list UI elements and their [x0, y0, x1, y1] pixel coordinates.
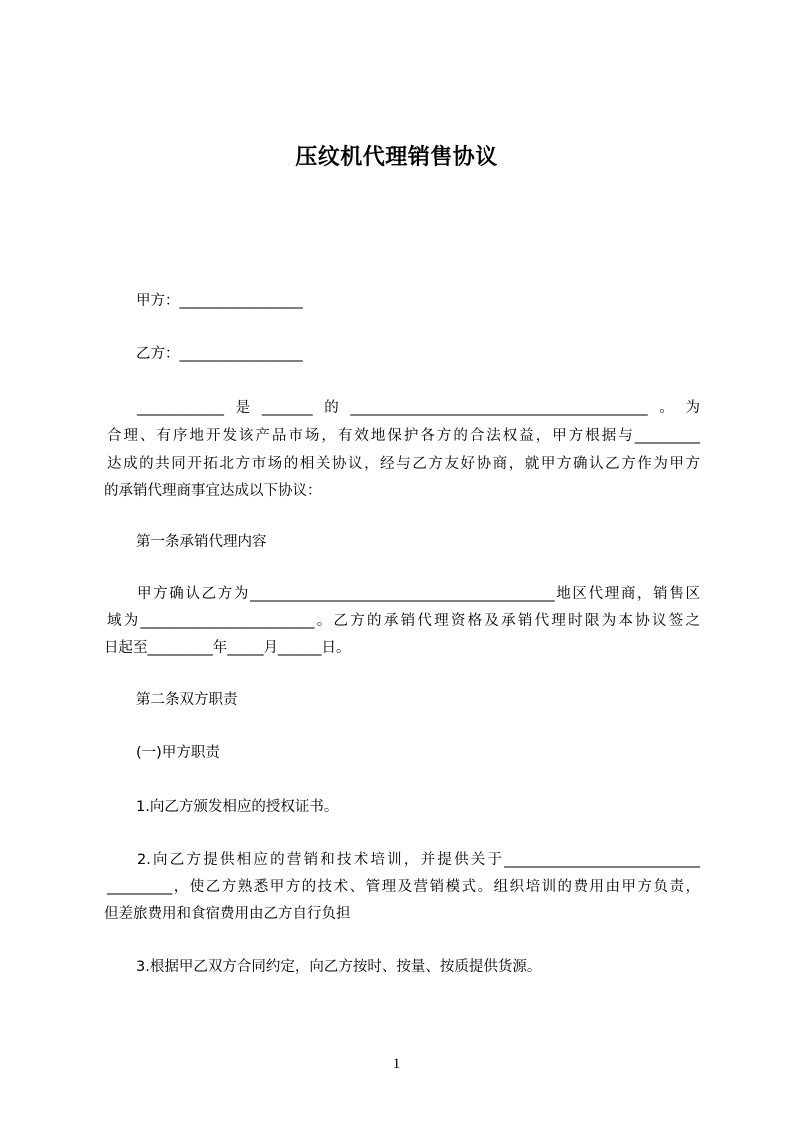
article-1-line-3: 日起至_________年_____月______日。: [104, 640, 351, 656]
intro-line-2: 合理、有序地开发该产品市场，有效地保护各方的合法权益，甲方根据与_________: [107, 428, 700, 444]
item-2-line-3: 但差旅费用和食宿费用由乙方自行负担: [104, 906, 351, 922]
item-2-line-2: _________，使乙方熟悉甲方的技术、管理及营销模式。组织培训的费用由甲方负责，: [107, 879, 700, 895]
article-1-line-2: 域为________________________。乙方的承销代理资格及承销代理时限为本协议签之: [107, 613, 700, 629]
intro-line-3: 达成的共同开拓北方市场的相关协议，经与乙方友好协商，就甲方确认乙方作为甲方: [107, 456, 700, 472]
intro-line-4: 的承销代理商事宜达成以下协议：: [104, 483, 322, 499]
document-title: 压纹机代理销售协议: [295, 145, 498, 170]
item-1: 1.向乙方颁发相应的授权证书。: [136, 799, 339, 815]
article-1-heading: 第一条承销代理内容: [136, 534, 267, 550]
party-a-line: 甲方：_________________: [136, 293, 303, 309]
page-number: 1: [392, 1056, 401, 1072]
item-2-line-1: 2.向乙方提供相应的营销和技术培训，并提供关于___________________________: [137, 852, 700, 868]
item-3: 3.根据甲乙双方合同约定，向乙方按时、按量、按质提供货源。: [136, 959, 542, 975]
article-2-heading: 第二条双方职责: [136, 692, 238, 708]
intro-line-1: ____________是_______的_________________________________________。为: [137, 400, 700, 416]
section-a-heading: (一)甲方职责: [136, 745, 220, 761]
article-1-line-1: 甲方确认乙方为__________________________________________地区代理商，销售区: [137, 586, 700, 602]
party-b-line: 乙方：_________________: [136, 346, 303, 362]
